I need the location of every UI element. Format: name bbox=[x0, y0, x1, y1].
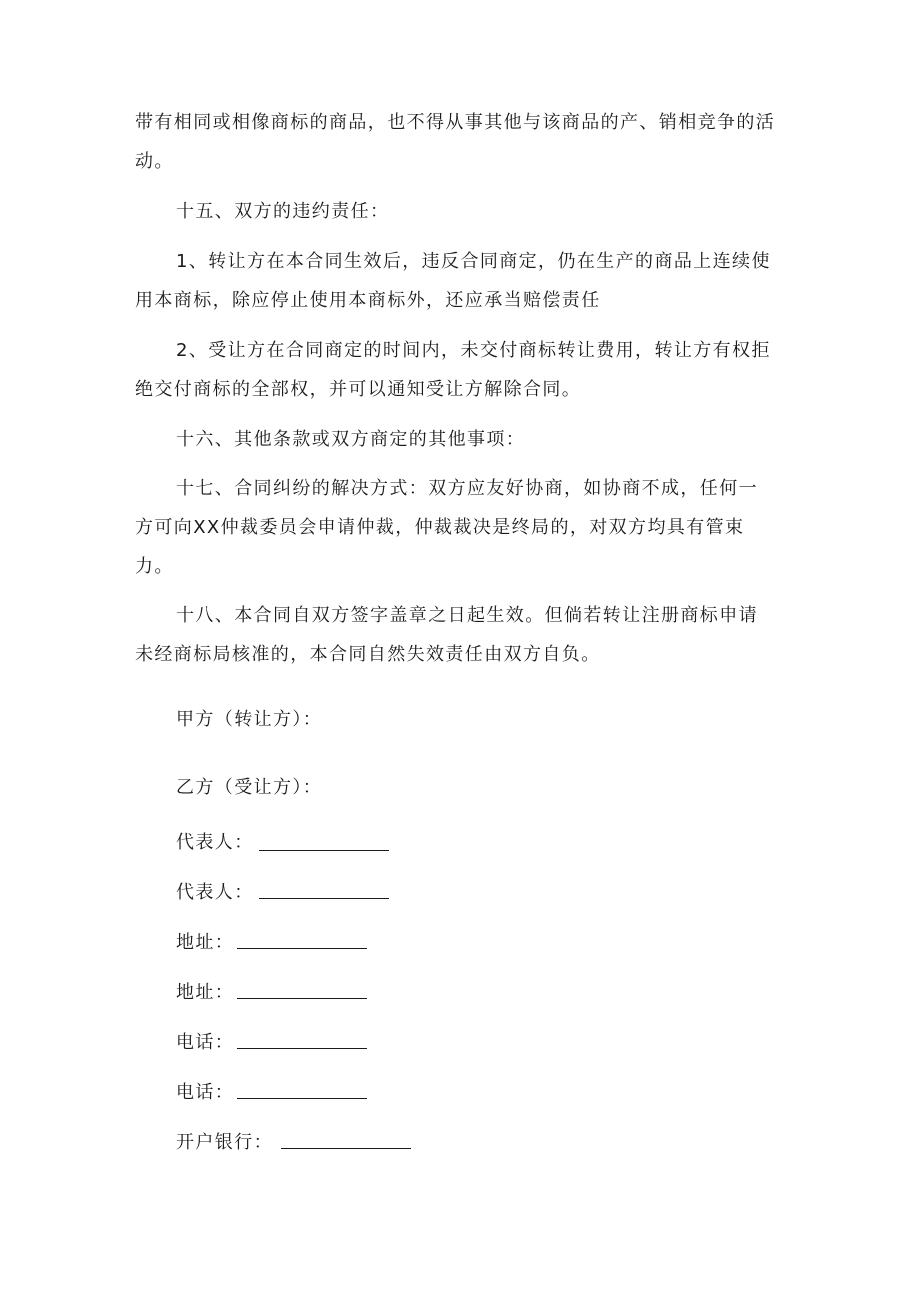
party-a-label: 甲方（转让方）： bbox=[176, 709, 323, 730]
field-label-address-b: 地址： bbox=[176, 982, 235, 1003]
field-label-representative-b: 代表人： bbox=[176, 882, 254, 903]
section-heading-16: 十六、其他条款或双方商定的其他事项： bbox=[176, 429, 526, 450]
text-line-10: 方可向XX仲裁委员会申请仲裁，仲裁裁决是终局的，对双方均具有管束 bbox=[135, 517, 745, 538]
text-line-1: 带有相同或相像商标的商品，也不得从事其他与该商品的产、销相竞争的活 bbox=[135, 112, 776, 133]
field-blank-address-b[interactable] bbox=[237, 998, 367, 999]
field-label-representative-a: 代表人： bbox=[176, 832, 254, 853]
field-label-phone-b: 电话： bbox=[176, 1082, 235, 1103]
field-label-address-a: 地址： bbox=[176, 932, 235, 953]
text-line-13: 未经商标局核准的，本合同自然失效责任由双方自负。 bbox=[135, 644, 601, 665]
field-label-phone-a: 电话： bbox=[176, 1032, 235, 1053]
field-label-bank: 开户银行： bbox=[176, 1132, 273, 1153]
text-line-7: 绝交付商标的全部权，并可以通知受让方解除合同。 bbox=[135, 379, 582, 400]
field-blank-address-a[interactable] bbox=[237, 948, 367, 949]
text-line-11: 力。 bbox=[135, 556, 174, 577]
field-blank-representative-b[interactable] bbox=[259, 898, 389, 899]
section-heading-15: 十五、双方的违约责任： bbox=[176, 201, 390, 222]
text-line-4: 1、转让方在本合同生效后，违反合同商定，仍在生产的商品上连续使 bbox=[176, 251, 771, 272]
field-blank-phone-a[interactable] bbox=[237, 1048, 367, 1049]
field-blank-bank[interactable] bbox=[281, 1148, 411, 1149]
text-line-5: 用本商标，除应停止使用本商标外，还应承当赔偿责任 bbox=[135, 290, 601, 311]
text-line-9: 十七、合同纠纷的解决方式：双方应友好协商，如协商不成，任何一 bbox=[176, 478, 758, 499]
field-blank-phone-b[interactable] bbox=[237, 1098, 367, 1099]
field-blank-representative-a[interactable] bbox=[259, 850, 389, 851]
party-b-label: 乙方（受让方）： bbox=[176, 777, 323, 798]
text-line-2: 动。 bbox=[135, 151, 174, 172]
text-line-6: 2、受让方在合同商定的时间内，未交付商标转让费用，转让方有权拒 bbox=[176, 340, 771, 361]
text-line-12: 十八、本合同自双方签字盖章之日起生效。但倘若转让注册商标申请 bbox=[176, 605, 758, 626]
